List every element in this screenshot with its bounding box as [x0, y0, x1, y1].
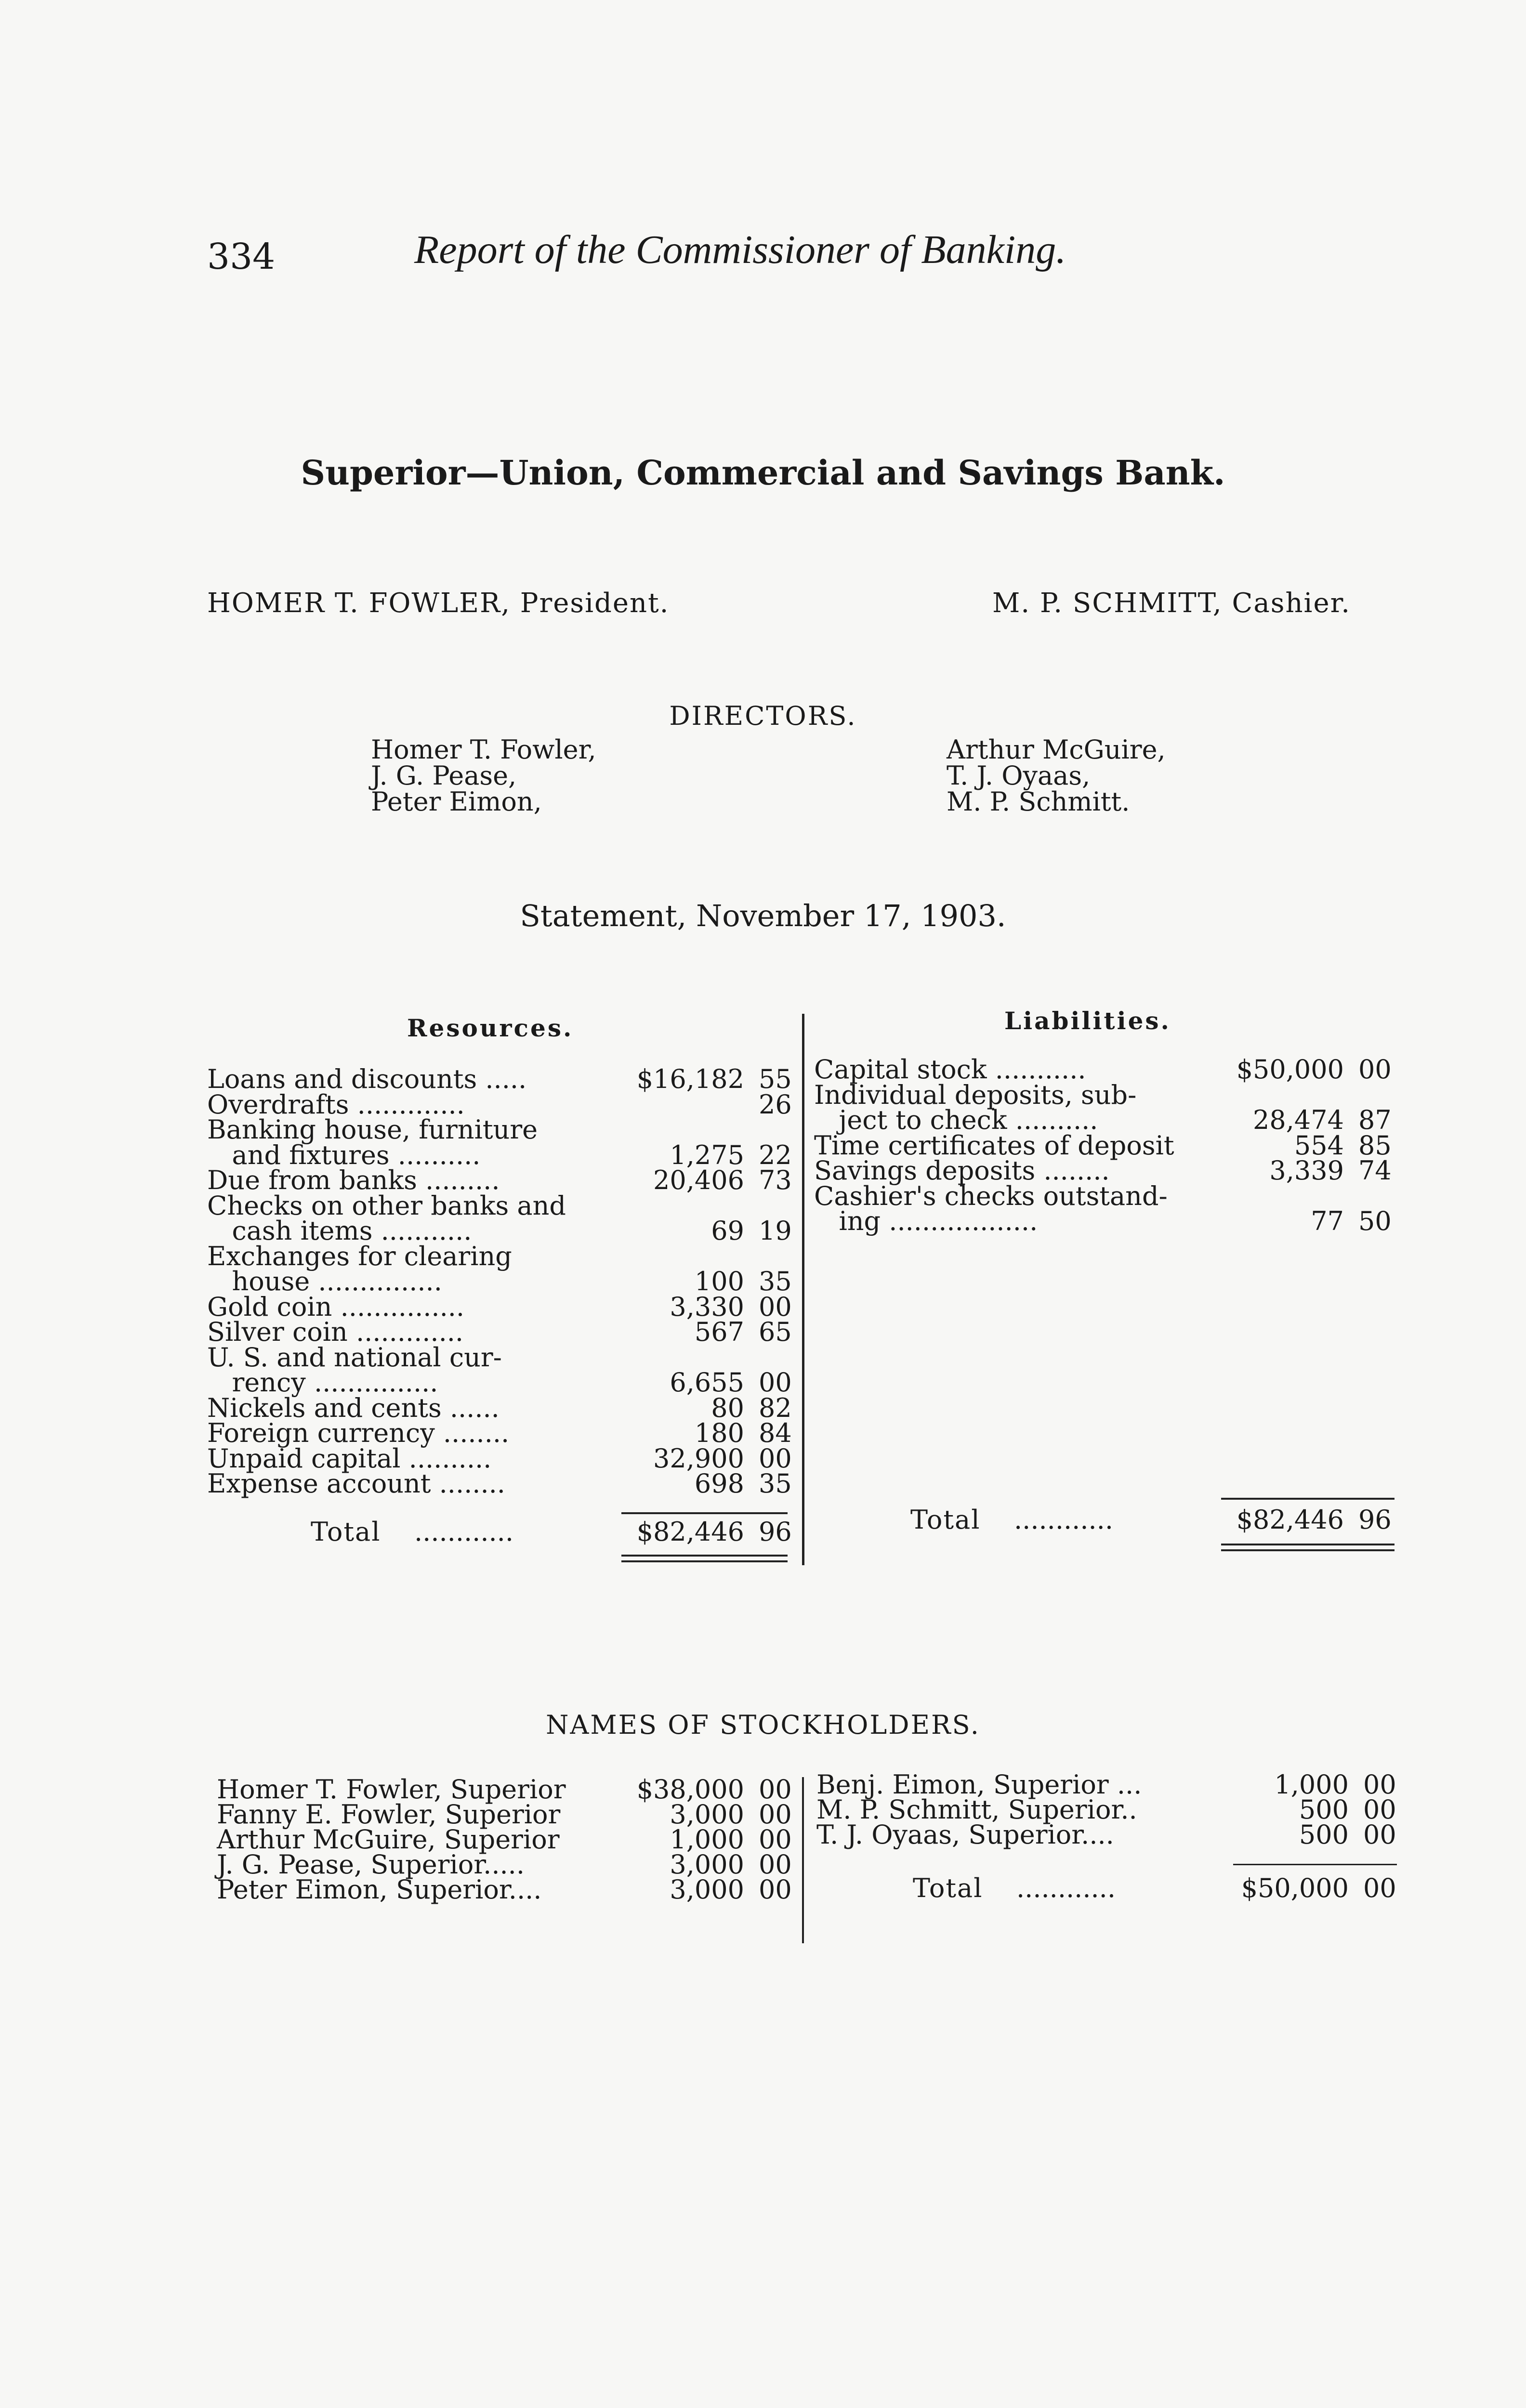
total-leader: ............	[1014, 1505, 1113, 1535]
total-label: Total	[913, 1873, 983, 1903]
amount-dollars: 3,339	[1269, 1155, 1344, 1186]
amount-dollars: 500	[1299, 1819, 1349, 1850]
amount-cents: 00	[1358, 1054, 1392, 1085]
amount-cents: 26	[759, 1089, 792, 1120]
amount-dollars: $16,182	[636, 1064, 744, 1094]
director-name: T. J. Oyaas,	[947, 760, 1091, 791]
liability-label: Capital stock ...........	[814, 1054, 1086, 1085]
director-name: M. P. Schmitt.	[947, 786, 1130, 817]
resource-label: rency ...............	[207, 1367, 438, 1398]
resource-label: Exchanges for clearing	[207, 1241, 512, 1271]
amount-cents: 82	[759, 1392, 792, 1423]
statement-title: Statement, November 17, 1903.	[520, 898, 1006, 933]
total-dollars: $82,446	[1236, 1505, 1344, 1535]
amount-dollars: 567	[694, 1317, 744, 1347]
amount-dollars: 20,406	[653, 1165, 744, 1195]
amount-dollars: 3,330	[670, 1291, 744, 1322]
stockholder-name: Fanny E. Fowler, Superior	[217, 1799, 561, 1830]
stockholder-name: Arthur McGuire, Superior	[217, 1824, 560, 1855]
amount-dollars: 80	[711, 1392, 744, 1423]
amount-dollars: 180	[694, 1418, 744, 1448]
president-line: HOMER T. FOWLER, President.	[207, 588, 670, 619]
amount-cents: 00	[759, 1799, 792, 1830]
resource-label: Expense account ........	[207, 1468, 505, 1499]
liability-label: Time certificates of deposit	[814, 1130, 1174, 1161]
director-name: Peter Eimon,	[371, 786, 542, 817]
amount-dollars: 554	[1294, 1130, 1344, 1161]
amount-cents: 00	[1363, 1819, 1396, 1850]
total-cents: 96	[1358, 1505, 1392, 1535]
stockholder-name: M. P. Schmitt, Superior..	[816, 1794, 1137, 1825]
resource-label: house ...............	[207, 1266, 442, 1296]
director-name: Homer T. Fowler,	[371, 734, 596, 765]
directors-right-column	[947, 734, 1166, 817]
amount-dollars: 1,000	[1274, 1769, 1349, 1800]
liabilities-total-rule	[1221, 1498, 1394, 1500]
amount-cents: 00	[759, 1443, 792, 1474]
liability-label: Individual deposits, sub-	[814, 1079, 1137, 1110]
total-cents: 00	[1363, 1873, 1396, 1903]
bank-title: Superior—Union, Commercial and Savings Bank.	[301, 453, 1225, 493]
total-leader: ............	[1016, 1873, 1116, 1903]
stockholder-name: J. G. Pease, Superior.....	[217, 1849, 525, 1880]
total-dollars: $50,000	[1241, 1873, 1349, 1903]
resource-label: Foreign currency ........	[207, 1418, 510, 1448]
liabilities-double-rule	[1221, 1549, 1394, 1551]
resource-label: Overdrafts .............	[207, 1089, 465, 1120]
resource-label: Gold coin ...............	[207, 1291, 465, 1322]
stockholder-name: Peter Eimon, Superior....	[217, 1874, 542, 1905]
directors-heading: DIRECTORS.	[669, 701, 857, 731]
resource-label: Unpaid capital ..........	[207, 1443, 492, 1474]
resource-label: Banking house, furniture	[207, 1114, 538, 1145]
amount-cents: 22	[759, 1139, 792, 1170]
amount-dollars: $50,000	[1236, 1054, 1344, 1085]
amount-cents: 00	[759, 1367, 792, 1398]
amount-dollars: 69	[711, 1216, 744, 1246]
resources-heading: Resources.	[407, 1014, 574, 1042]
directors-left-column	[371, 734, 596, 817]
amount-dollars: 77	[1311, 1206, 1344, 1236]
amount-cents: 00	[759, 1774, 792, 1805]
amount-cents: 65	[759, 1317, 792, 1347]
stockholder-name: Benj. Eimon, Superior ...	[816, 1769, 1142, 1800]
resource-label: cash items ...........	[207, 1216, 472, 1246]
amount-dollars: 28,474	[1253, 1105, 1344, 1135]
amount-dollars: 3,000	[670, 1849, 744, 1880]
resources-double-rule	[621, 1555, 788, 1557]
total-cents: 96	[759, 1517, 792, 1547]
liability-label: Savings deposits ........	[814, 1155, 1110, 1186]
amount-cents: 35	[759, 1266, 792, 1296]
stockholders-total-rule	[1233, 1864, 1397, 1865]
cashier-line: M. P. SCHMITT, Cashier.	[992, 588, 1351, 619]
amount-cents: 00	[759, 1291, 792, 1322]
resource-label: Loans and discounts .....	[207, 1064, 527, 1094]
amount-cents: 00	[759, 1874, 792, 1905]
amount-cents: 00	[759, 1824, 792, 1855]
running-head: Report of the Commissioner of Banking.	[414, 227, 1066, 272]
director-name: Arthur McGuire,	[947, 734, 1166, 765]
resource-label: Checks on other banks and	[207, 1190, 566, 1221]
resources-total-rule	[621, 1512, 788, 1514]
amount-cents: 50	[1358, 1206, 1392, 1236]
amount-cents: 85	[1358, 1130, 1392, 1161]
amount-cents: 74	[1358, 1155, 1392, 1186]
amount-cents: 00	[759, 1849, 792, 1880]
amount-dollars: 1,000	[670, 1824, 744, 1855]
amount-cents: 00	[1363, 1794, 1396, 1825]
liability-label: ing ..................	[814, 1206, 1038, 1236]
liabilities-double-rule	[1221, 1544, 1394, 1545]
resource-label: and fixtures ..........	[207, 1139, 481, 1170]
amount-dollars: 32,900	[653, 1443, 744, 1474]
amount-dollars: 500	[1299, 1794, 1349, 1825]
stockholders-heading: NAMES OF STOCKHOLDERS.	[546, 1710, 980, 1740]
total-dollars: $82,446	[636, 1517, 744, 1547]
column-divider	[802, 1014, 804, 1565]
amount-dollars: $38,000	[636, 1774, 744, 1805]
amount-dollars: 698	[694, 1468, 744, 1499]
total-label: Total	[910, 1505, 981, 1535]
amount-cents: 87	[1358, 1105, 1392, 1135]
page-number: 334	[207, 236, 276, 277]
amount-cents: 55	[759, 1064, 792, 1094]
amount-dollars: 3,000	[670, 1799, 744, 1830]
director-name: J. G. Pease,	[371, 760, 517, 791]
resource-label: U. S. and national cur-	[207, 1342, 502, 1373]
liability-label: Cashier's checks outstand-	[814, 1180, 1168, 1211]
resource-label: Nickels and cents ......	[207, 1392, 500, 1423]
resources-double-rule	[621, 1560, 788, 1562]
amount-cents: 35	[759, 1468, 792, 1499]
liabilities-heading: Liabilities.	[1004, 1007, 1171, 1035]
stockholder-name: Homer T. Fowler, Superior	[217, 1774, 566, 1805]
amount-dollars: 1,275	[670, 1139, 744, 1170]
resource-label: Due from banks .........	[207, 1165, 500, 1195]
amount-cents: 84	[759, 1418, 792, 1448]
total-leader: ............	[414, 1517, 513, 1547]
resource-label: Silver coin .............	[207, 1317, 464, 1347]
total-label: Total	[311, 1517, 381, 1547]
amount-dollars: 100	[694, 1266, 744, 1296]
amount-dollars: 3,000	[670, 1874, 744, 1905]
amount-dollars: 6,655	[670, 1367, 744, 1398]
stockholders-divider	[802, 1777, 804, 1943]
amount-cents: 00	[1363, 1769, 1396, 1800]
amount-cents: 19	[759, 1216, 792, 1246]
stockholder-name: T. J. Oyaas, Superior....	[816, 1819, 1114, 1850]
liability-label: ject to check ..........	[814, 1105, 1098, 1135]
amount-cents: 73	[759, 1165, 792, 1195]
